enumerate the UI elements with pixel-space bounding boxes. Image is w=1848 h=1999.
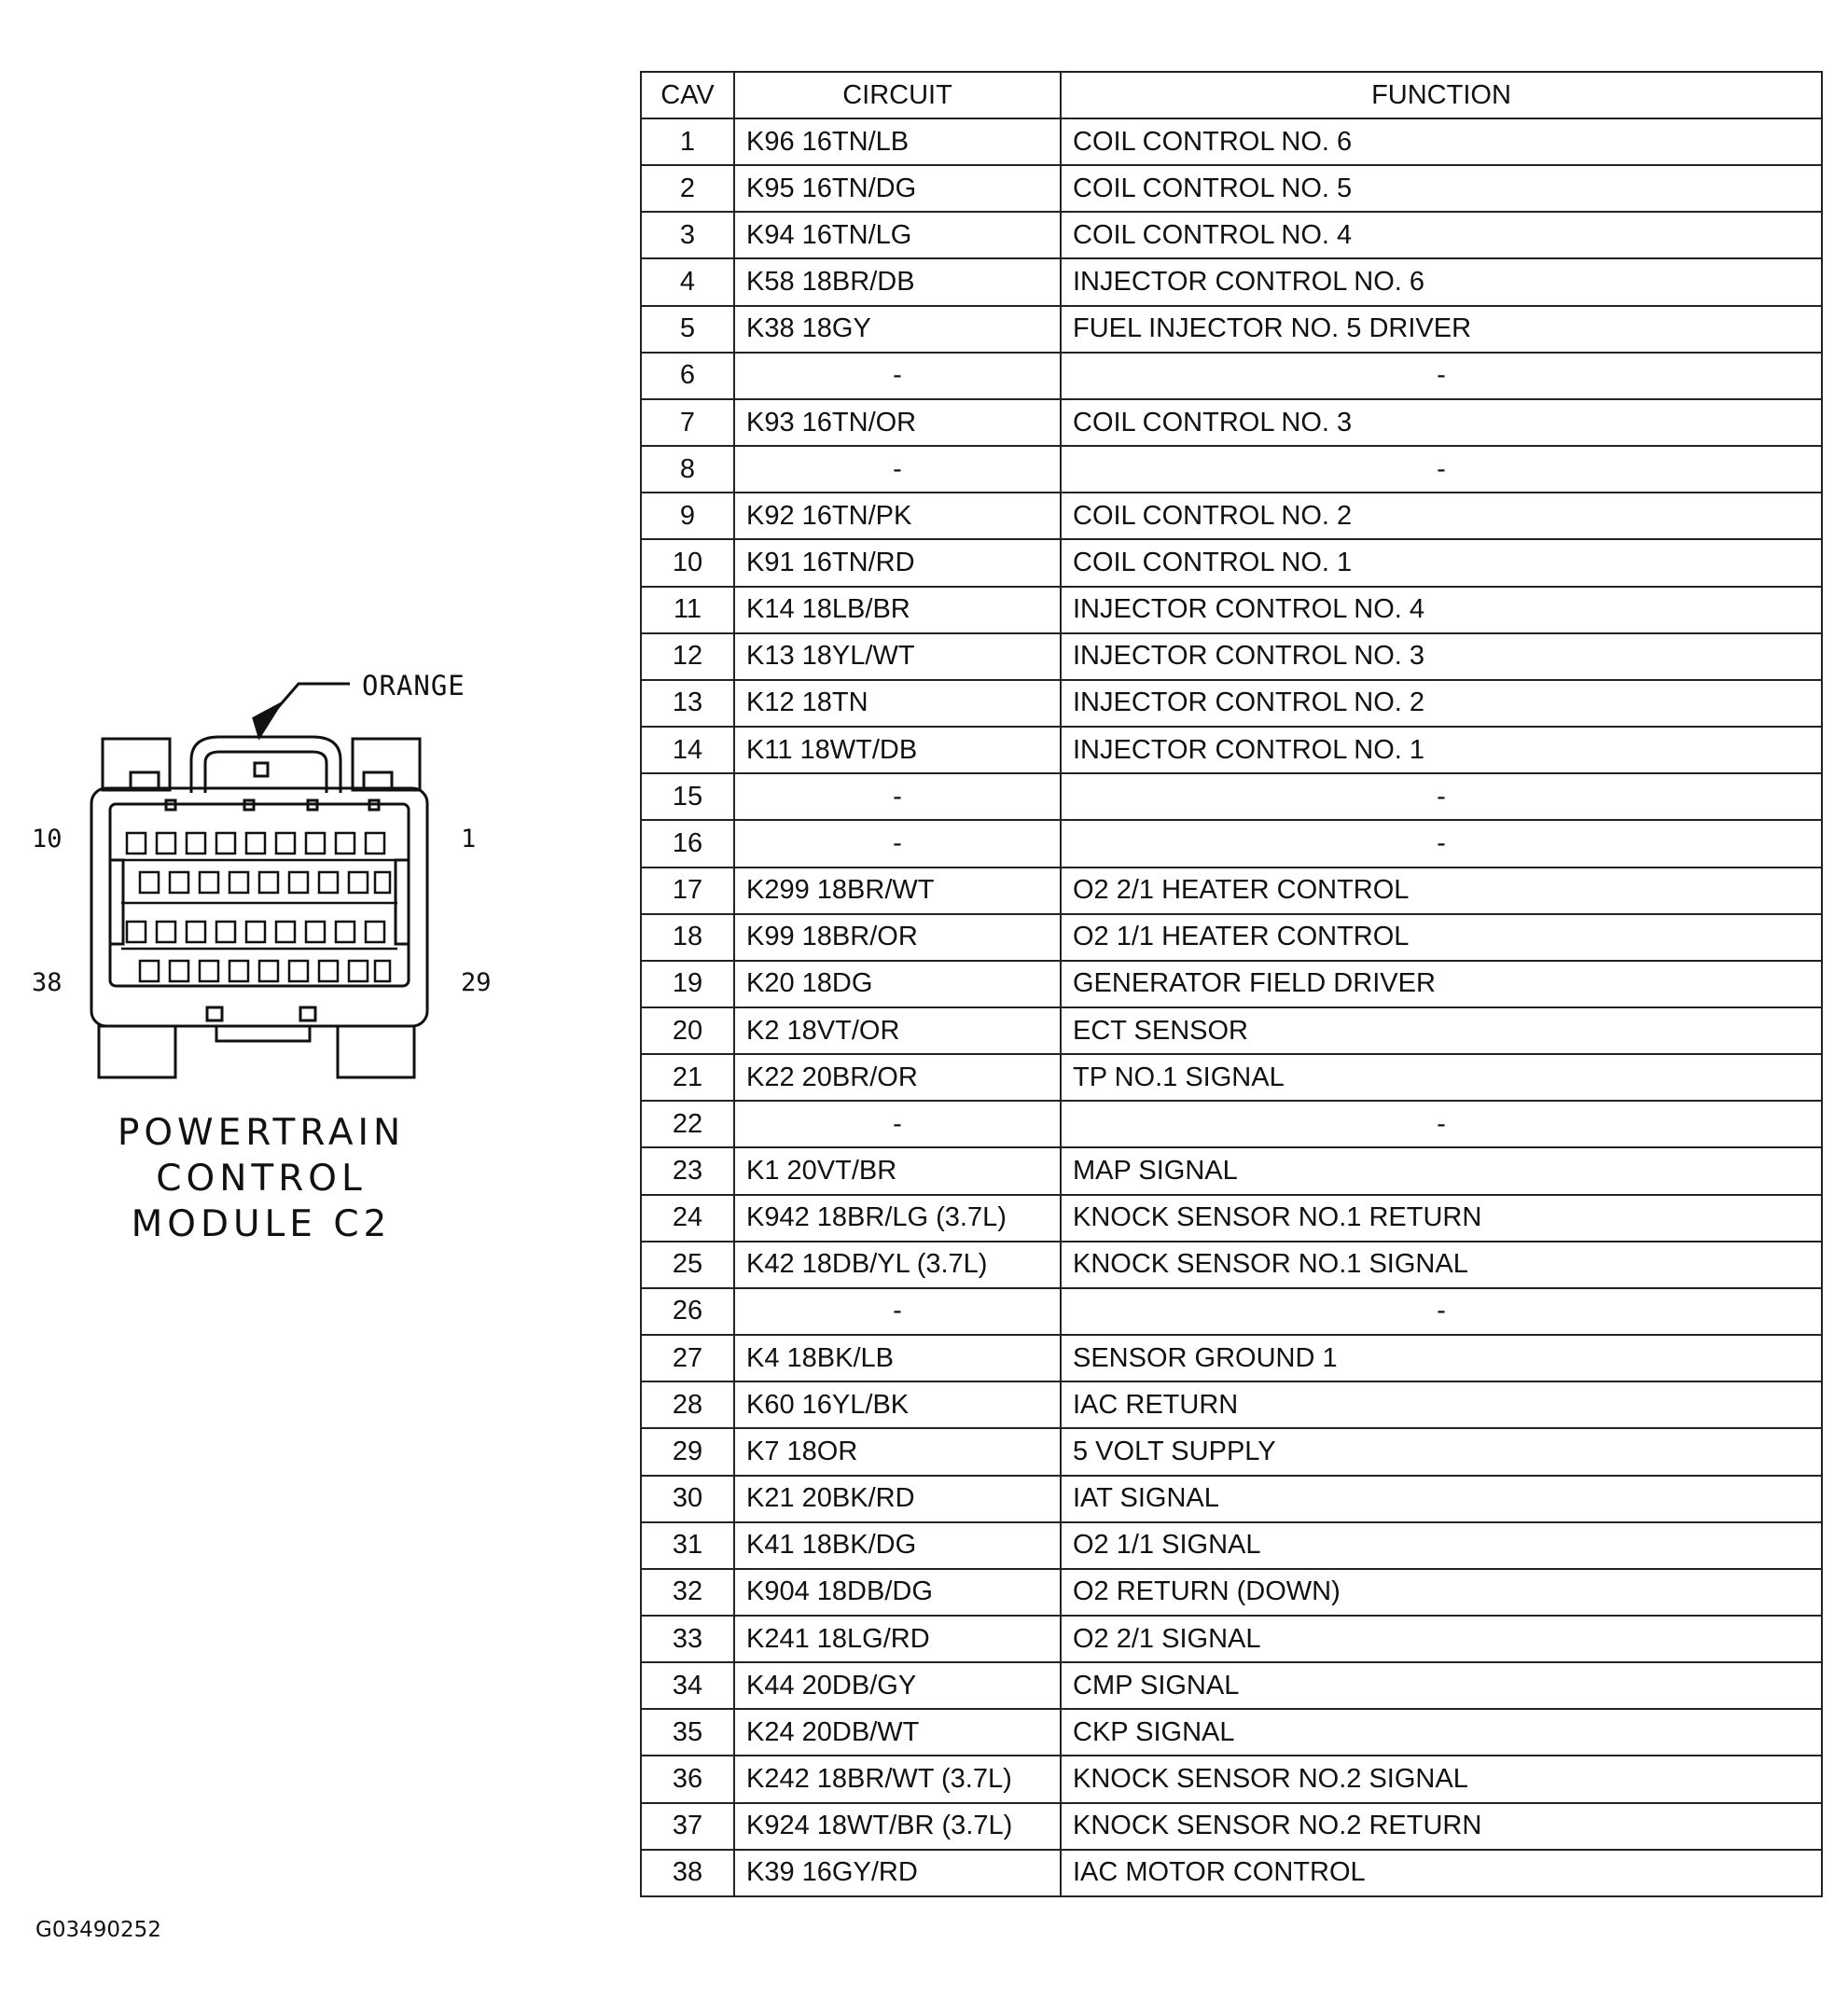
- function-cell: COIL CONTROL NO. 1: [1061, 539, 1822, 586]
- cav-cell: 32: [641, 1569, 734, 1616]
- function-cell: COIL CONTROL NO. 5: [1061, 165, 1822, 212]
- caption-line-1: POWERTRAIN: [117, 1112, 406, 1154]
- cav-cell: 37: [641, 1803, 734, 1850]
- table-row: [641, 961, 1822, 1007]
- cav-cell: 6: [641, 353, 734, 399]
- orange-latch: [191, 737, 340, 793]
- cav-cell: 7: [641, 399, 734, 446]
- cav-cell: 5: [641, 306, 734, 353]
- table-row: [641, 306, 1822, 353]
- cav-cell: 34: [641, 1662, 734, 1709]
- table-row: [641, 1335, 1822, 1381]
- figure-id: G03490252: [35, 1918, 161, 1942]
- cav-cell: 19: [641, 961, 734, 1007]
- table-row: [641, 1569, 1822, 1616]
- circuit-cell: K41 18BK/DG: [734, 1522, 1061, 1569]
- function-cell: KNOCK SENSOR NO.2 RETURN: [1061, 1803, 1822, 1850]
- circuit-cell: K2 18VT/OR: [734, 1007, 1061, 1054]
- circuit-cell: K38 18GY: [734, 306, 1061, 353]
- callout-arrowhead: [254, 704, 280, 737]
- function-cell: -: [1061, 446, 1822, 493]
- table-header-row: [641, 72, 1822, 118]
- cav-cell: 31: [641, 1522, 734, 1569]
- cav-cell: 8: [641, 446, 734, 493]
- cav-cell: 16: [641, 820, 734, 867]
- function-cell: -: [1061, 1101, 1822, 1147]
- cav-cell: 38: [641, 1850, 734, 1896]
- table-row: [641, 353, 1822, 399]
- function-cell: CMP SIGNAL: [1061, 1662, 1822, 1709]
- function-cell: KNOCK SENSOR NO.2 SIGNAL: [1061, 1756, 1822, 1802]
- circuit-cell: K42 18DB/YL (3.7L): [734, 1242, 1061, 1288]
- table-row: [641, 1522, 1822, 1569]
- function-cell: -: [1061, 1288, 1822, 1335]
- circuit-cell: K4 18BK/LB: [734, 1335, 1061, 1381]
- function-cell: COIL CONTROL NO. 4: [1061, 212, 1822, 258]
- circuit-cell: K242 18BR/WT (3.7L): [734, 1756, 1061, 1802]
- table-row: [641, 1054, 1822, 1101]
- cav-cell: 20: [641, 1007, 734, 1054]
- function-cell: COIL CONTROL NO. 3: [1061, 399, 1822, 446]
- circuit-cell: K99 18BR/OR: [734, 914, 1061, 961]
- cav-cell: 10: [641, 539, 734, 586]
- circuit-cell: K24 20DB/WT: [734, 1709, 1061, 1756]
- cav-cell: 30: [641, 1476, 734, 1522]
- function-cell: COIL CONTROL NO. 2: [1061, 493, 1822, 539]
- function-cell: INJECTOR CONTROL NO. 3: [1061, 633, 1822, 680]
- pinout-table: [640, 71, 1823, 1897]
- function-cell: O2 RETURN (DOWN): [1061, 1569, 1822, 1616]
- header-cav: CAV: [641, 72, 734, 118]
- table-row: [641, 1709, 1822, 1756]
- function-cell: -: [1061, 820, 1822, 867]
- circuit-cell: K22 20BR/OR: [734, 1054, 1061, 1101]
- cav-cell: 12: [641, 633, 734, 680]
- cav-cell: 2: [641, 165, 734, 212]
- bottom-right-latch: [338, 1026, 414, 1077]
- pin-label-1: 1: [461, 825, 477, 854]
- table-row: [641, 399, 1822, 446]
- function-cell: O2 1/1 HEATER CONTROL: [1061, 914, 1822, 961]
- function-cell: GENERATOR FIELD DRIVER: [1061, 961, 1822, 1007]
- circuit-cell: K942 18BR/LG (3.7L): [734, 1195, 1061, 1242]
- table-row: [641, 727, 1822, 773]
- circuit-cell: K39 16GY/RD: [734, 1850, 1061, 1896]
- pin-cavities: [121, 833, 397, 981]
- cavity-row-3: [127, 922, 384, 942]
- function-cell: MAP SIGNAL: [1061, 1147, 1822, 1194]
- table-row: [641, 1616, 1822, 1662]
- circuit-cell: K20 18DG: [734, 961, 1061, 1007]
- circuit-cell: K44 20DB/GY: [734, 1662, 1061, 1709]
- function-cell: INJECTOR CONTROL NO. 6: [1061, 258, 1822, 305]
- orange-callout: ORANGE: [362, 670, 465, 701]
- circuit-cell: -: [734, 1288, 1061, 1335]
- pin-label-10: 10: [32, 825, 63, 854]
- circuit-cell: K93 16TN/OR: [734, 399, 1061, 446]
- function-cell: 5 VOLT SUPPLY: [1061, 1428, 1822, 1475]
- pin-label-29: 29: [461, 968, 492, 997]
- cav-cell: 25: [641, 1242, 734, 1288]
- table-row: [641, 539, 1822, 586]
- circuit-cell: K94 16TN/LG: [734, 212, 1061, 258]
- circuit-cell: K14 18LB/BR: [734, 587, 1061, 633]
- caption-line-2: CONTROL: [156, 1158, 367, 1200]
- function-cell: IAT SIGNAL: [1061, 1476, 1822, 1522]
- function-cell: INJECTOR CONTROL NO. 1: [1061, 727, 1822, 773]
- function-cell: KNOCK SENSOR NO.1 SIGNAL: [1061, 1242, 1822, 1288]
- connector-body: [91, 788, 427, 1026]
- table-row: [641, 1850, 1822, 1896]
- connector-drawing: [0, 0, 597, 1119]
- cav-cell: 3: [641, 212, 734, 258]
- table-row: [641, 1147, 1822, 1194]
- cav-cell: 29: [641, 1428, 734, 1475]
- cav-cell: 9: [641, 493, 734, 539]
- circuit-cell: K95 16TN/DG: [734, 165, 1061, 212]
- table-row: [641, 1428, 1822, 1475]
- table-row: [641, 587, 1822, 633]
- circuit-cell: K13 18YL/WT: [734, 633, 1061, 680]
- table-row: [641, 868, 1822, 914]
- table-row: [641, 1242, 1822, 1288]
- circuit-cell: -: [734, 446, 1061, 493]
- bottom-left-latch: [99, 1026, 175, 1077]
- circuit-cell: K58 18BR/DB: [734, 258, 1061, 305]
- circuit-cell: K7 18OR: [734, 1428, 1061, 1475]
- cav-cell: 27: [641, 1335, 734, 1381]
- table-row: [641, 1288, 1822, 1335]
- table-row: [641, 1803, 1822, 1850]
- cav-cell: 11: [641, 587, 734, 633]
- function-cell: O2 1/1 SIGNAL: [1061, 1522, 1822, 1569]
- circuit-cell: K12 18TN: [734, 680, 1061, 727]
- circuit-cell: -: [734, 773, 1061, 820]
- cav-cell: 21: [641, 1054, 734, 1101]
- cav-cell: 22: [641, 1101, 734, 1147]
- function-cell: INJECTOR CONTROL NO. 2: [1061, 680, 1822, 727]
- circuit-cell: K60 16YL/BK: [734, 1381, 1061, 1428]
- table-row: [641, 1381, 1822, 1428]
- function-cell: IAC MOTOR CONTROL: [1061, 1850, 1822, 1896]
- function-cell: COIL CONTROL NO. 6: [1061, 118, 1822, 165]
- table-row: [641, 212, 1822, 258]
- cav-cell: 35: [641, 1709, 734, 1756]
- pin-label-38: 38: [32, 968, 63, 997]
- cavity-row-4: [140, 961, 390, 981]
- function-cell: -: [1061, 773, 1822, 820]
- callout-leader-line: [269, 684, 350, 718]
- cav-cell: 1: [641, 118, 734, 165]
- table-row: [641, 258, 1822, 305]
- table-row: [641, 493, 1822, 539]
- cav-cell: 13: [641, 680, 734, 727]
- function-cell: O2 2/1 HEATER CONTROL: [1061, 868, 1822, 914]
- cav-cell: 28: [641, 1381, 734, 1428]
- circuit-cell: -: [734, 1101, 1061, 1147]
- circuit-cell: -: [734, 353, 1061, 399]
- function-cell: IAC RETURN: [1061, 1381, 1822, 1428]
- cav-cell: 17: [641, 868, 734, 914]
- circuit-cell: -: [734, 820, 1061, 867]
- caption-line-3: MODULE C2: [131, 1203, 392, 1245]
- circuit-cell: K299 18BR/WT: [734, 868, 1061, 914]
- circuit-cell: K21 20BK/RD: [734, 1476, 1061, 1522]
- function-cell: O2 2/1 SIGNAL: [1061, 1616, 1822, 1662]
- function-cell: -: [1061, 353, 1822, 399]
- table-row: [641, 1476, 1822, 1522]
- table-row: [641, 680, 1822, 727]
- table-row: [641, 773, 1822, 820]
- header-function: FUNCTION: [1061, 72, 1822, 118]
- cav-cell: 14: [641, 727, 734, 773]
- cav-cell: 15: [641, 773, 734, 820]
- circuit-cell: K924 18WT/BR (3.7L): [734, 1803, 1061, 1850]
- table-row: [641, 118, 1822, 165]
- function-cell: SENSOR GROUND 1: [1061, 1335, 1822, 1381]
- table-row: [641, 914, 1822, 961]
- circuit-cell: K91 16TN/RD: [734, 539, 1061, 586]
- circuit-cell: K92 16TN/PK: [734, 493, 1061, 539]
- cav-cell: 33: [641, 1616, 734, 1662]
- table-row: [641, 1662, 1822, 1709]
- table-row: [641, 633, 1822, 680]
- circuit-cell: K96 16TN/LB: [734, 118, 1061, 165]
- header-circuit: CIRCUIT: [734, 72, 1061, 118]
- function-cell: INJECTOR CONTROL NO. 4: [1061, 587, 1822, 633]
- cavity-row-1: [127, 833, 384, 854]
- pinout-body: [641, 118, 1822, 1896]
- function-cell: FUEL INJECTOR NO. 5 DRIVER: [1061, 306, 1822, 353]
- table-row: [641, 1756, 1822, 1802]
- cav-cell: 26: [641, 1288, 734, 1335]
- cav-cell: 4: [641, 258, 734, 305]
- circuit-cell: K241 18LG/RD: [734, 1616, 1061, 1662]
- table-row: [641, 820, 1822, 867]
- circuit-cell: K11 18WT/DB: [734, 727, 1061, 773]
- cav-cell: 36: [641, 1756, 734, 1802]
- table-row: [641, 1101, 1822, 1147]
- cav-cell: 23: [641, 1147, 734, 1194]
- connector-diagram: [0, 0, 597, 1399]
- cav-cell: 18: [641, 914, 734, 961]
- table-row: [641, 1195, 1822, 1242]
- function-cell: KNOCK SENSOR NO.1 RETURN: [1061, 1195, 1822, 1242]
- cav-cell: 24: [641, 1195, 734, 1242]
- function-cell: ECT SENSOR: [1061, 1007, 1822, 1054]
- table-row: [641, 446, 1822, 493]
- table-row: [641, 165, 1822, 212]
- module-caption: [93, 1110, 429, 1247]
- circuit-cell: K904 18DB/DG: [734, 1569, 1061, 1616]
- cavity-row-2: [140, 872, 390, 893]
- function-cell: CKP SIGNAL: [1061, 1709, 1822, 1756]
- table-row: [641, 1007, 1822, 1054]
- circuit-cell: K1 20VT/BR: [734, 1147, 1061, 1194]
- function-cell: TP NO.1 SIGNAL: [1061, 1054, 1822, 1101]
